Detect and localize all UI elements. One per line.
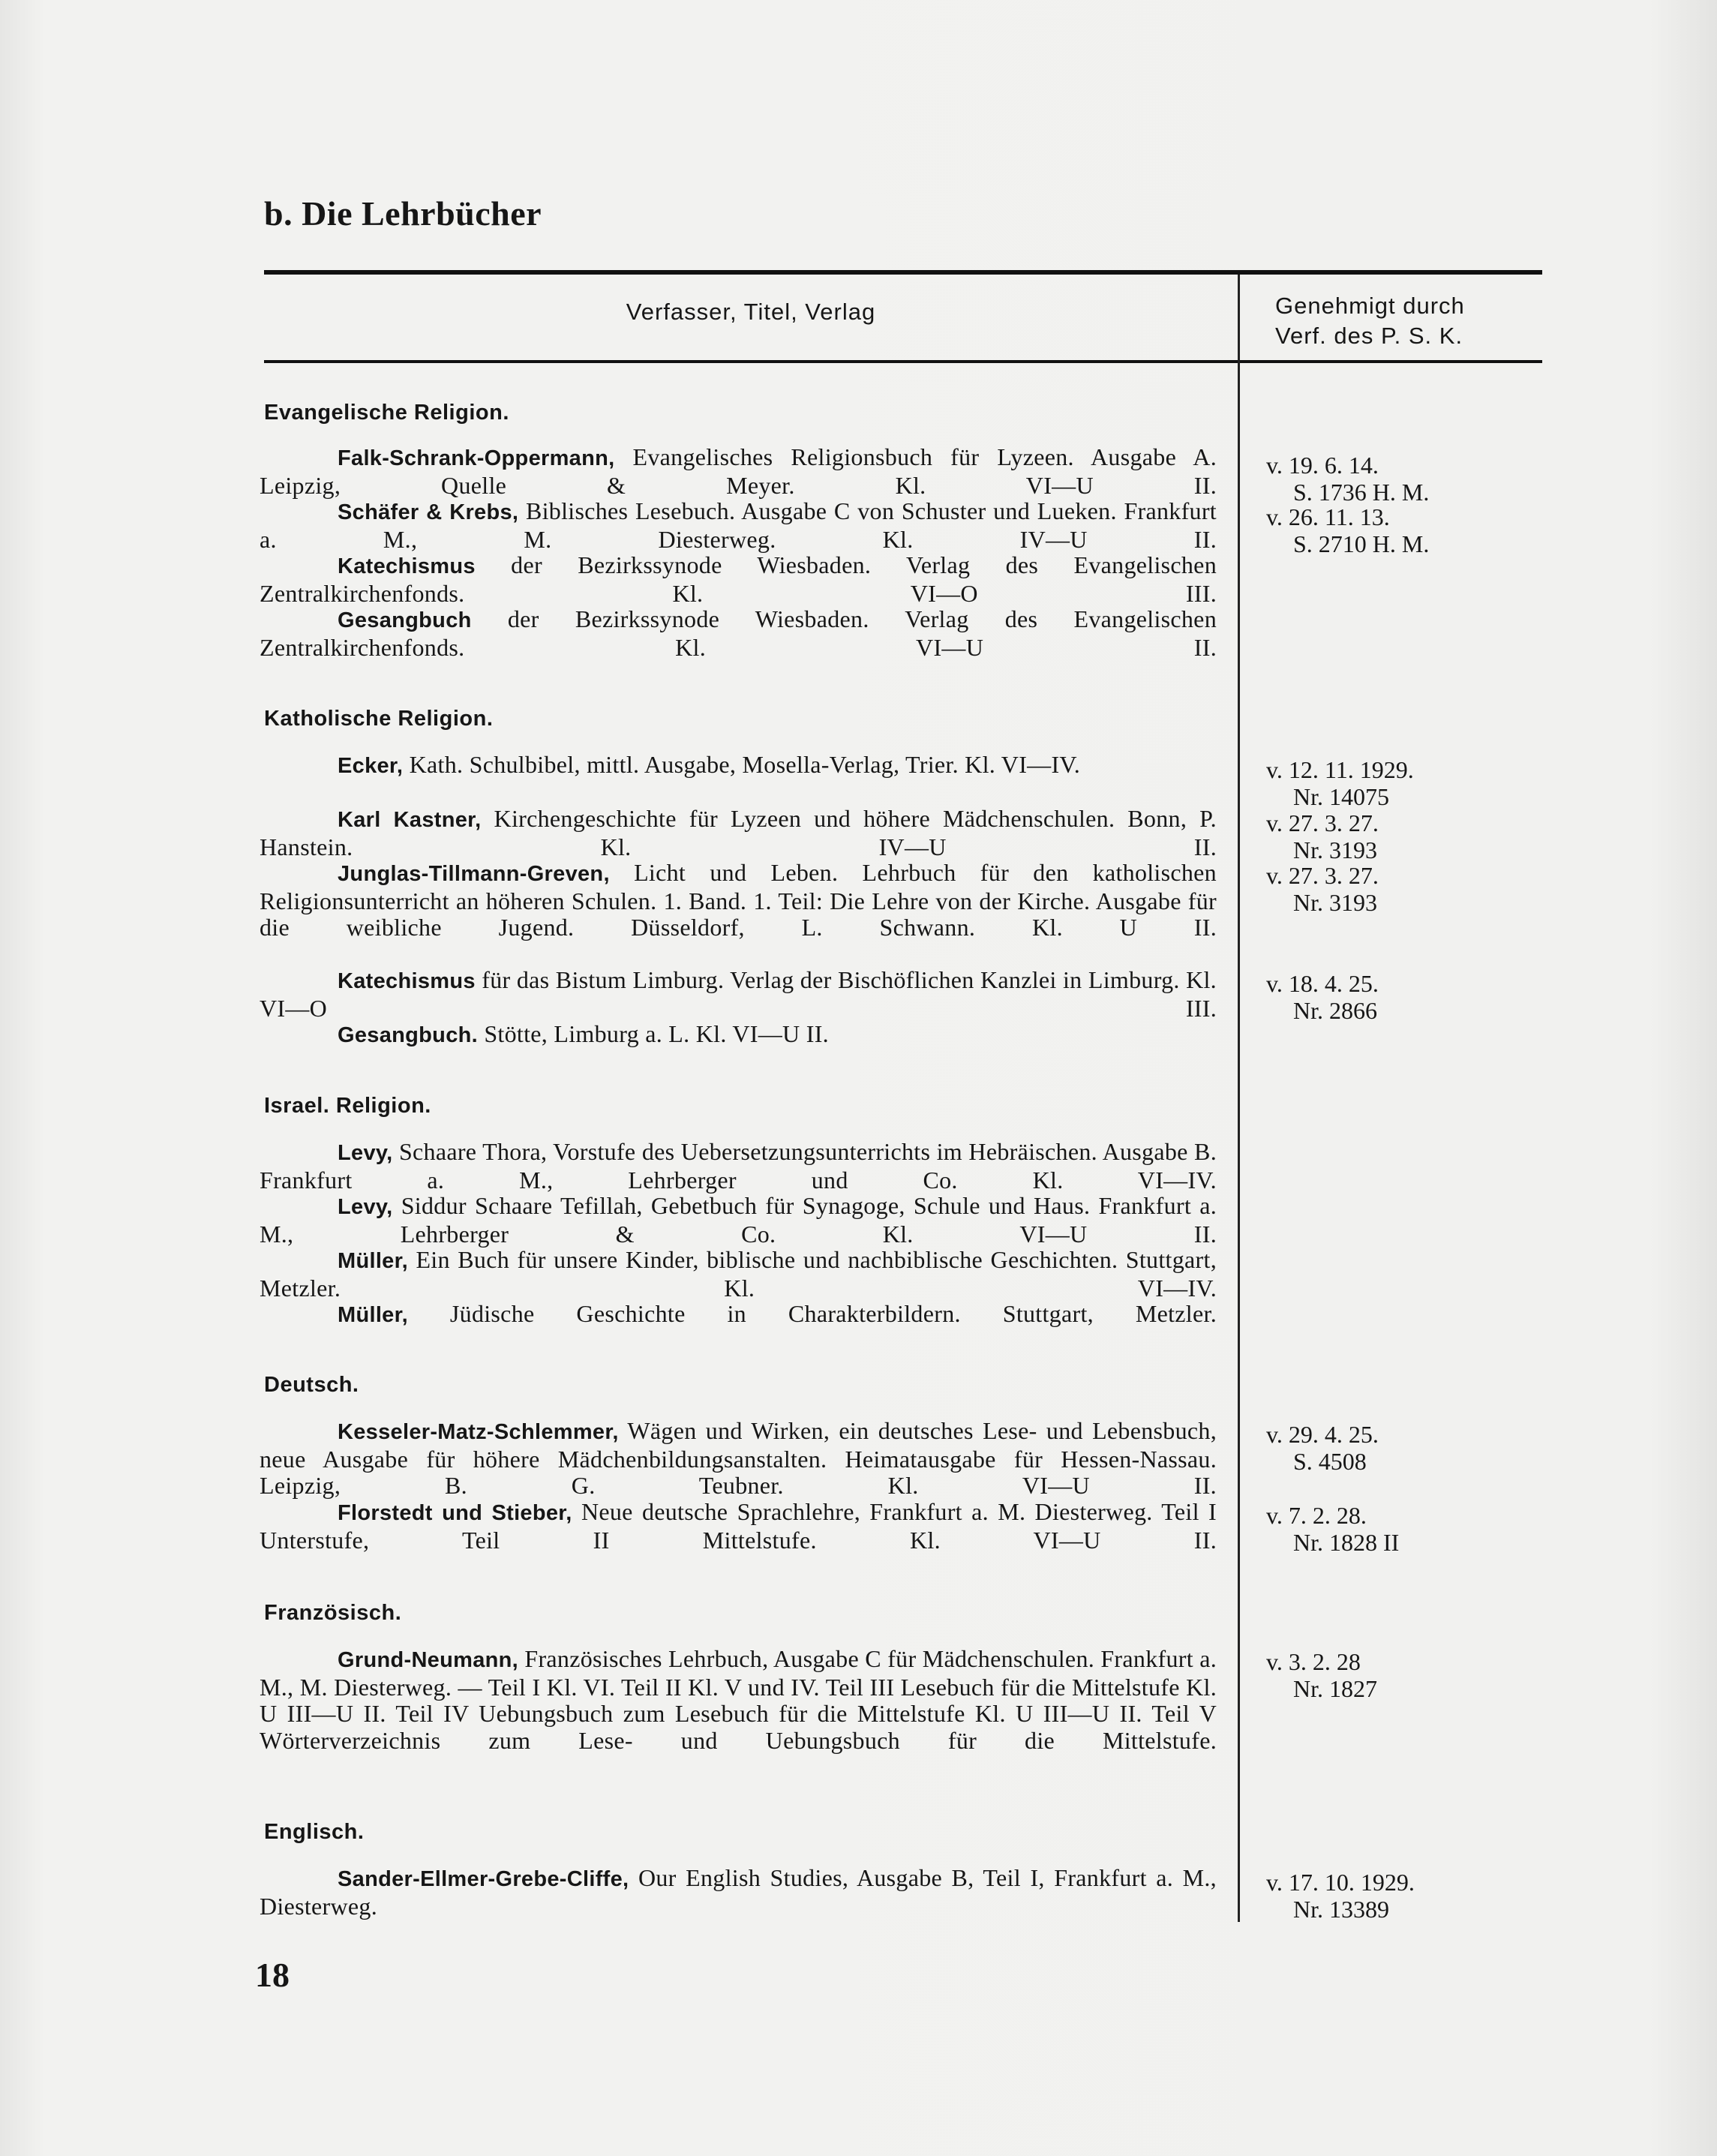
approval-reference: Nr. 3193 — [1293, 888, 1377, 916]
approval-date: v. 27. 3. 27. — [1266, 862, 1379, 889]
book-entry — [260, 498, 1217, 553]
entry-author: Schäfer & Krebs, — [338, 500, 519, 524]
approval-note — [1266, 810, 1536, 863]
entry-text: Wägen und Wirken, ein deutsches Lese- und Lebensbuch, neue Ausgabe für höhere Mädchenbildungsanstalten. Heimatausgabe für Hessen-Nassau. Leipzig, B. G. Teubner. Kl. VI—U II. — [260, 1417, 1217, 1499]
entry-text: Schaare Thora, Vorstufe des Uebersetzungsunterrichts im Hebräischen. Ausgabe B. Frankfurt a. M., Lehrberger und Co. Kl. VI—IV. — [260, 1138, 1217, 1194]
entry-text: Ein Buch für unsere Kinder, biblische und nachbiblische Geschichten. Stuttgart, Metzler. Kl. VI—IV. — [260, 1246, 1217, 1302]
entry-text: Neue deutsche Sprachlehre, Frankfurt a. M. Diesterweg. Teil I Unterstufe, Teil II Mittelstufe. Kl. VI—U II. — [260, 1498, 1217, 1554]
entry-author: Müller, — [338, 1249, 408, 1273]
book-entry — [260, 606, 1217, 661]
book-entry — [260, 1021, 1217, 1049]
column-header-approval-line1: Genehmigt durch — [1275, 293, 1465, 319]
entry-author: Levy, — [338, 1141, 393, 1165]
section-heading-franzoesisch: Französisch. — [264, 1601, 402, 1625]
approval-date: v. 27. 3. 27. — [1266, 809, 1379, 836]
entry-author: Falk-Schrank-Oppermann, — [338, 446, 615, 470]
approval-note — [1266, 504, 1536, 557]
book-entry — [260, 806, 1217, 860]
book-entry — [260, 1646, 1217, 1754]
section-heading-deutsch: Deutsch. — [264, 1373, 359, 1397]
entry-text: Kirchengeschichte für Lyzeen und höhere Mädchenschulen. Bonn, P. Hanstein. Kl. IV—U II. — [260, 805, 1217, 860]
book-entry — [260, 444, 1217, 499]
book-entry — [260, 1247, 1217, 1302]
section-heading-englisch: Englisch. — [264, 1820, 365, 1844]
approval-date: v. 17. 10. 1929. — [1266, 1869, 1415, 1896]
approval-reference: S. 2710 H. M. — [1293, 530, 1430, 557]
entry-author: Katechismus — [338, 554, 476, 578]
approval-date: v. 7. 2. 28. — [1266, 1502, 1367, 1529]
book-entry — [260, 552, 1217, 607]
entry-author: Florstedt und Stieber, — [338, 1501, 572, 1525]
column-header-approval — [1275, 291, 1530, 351]
entry-author: Gesangbuch. — [338, 1023, 478, 1047]
approval-date: v. 29. 4. 25. — [1266, 1421, 1379, 1448]
approval-note — [1266, 971, 1536, 1024]
table-header-rule — [264, 360, 1542, 363]
approval-note — [1266, 1869, 1536, 1923]
entry-author: Müller, — [338, 1303, 408, 1327]
entry-text: der Bezirkssynode Wiesbaden. Verlag des Evangelischen Zentralkirchenfonds. Kl. VI—U II. — [260, 605, 1217, 661]
book-entry — [260, 1193, 1217, 1248]
approval-note — [1266, 452, 1536, 506]
approval-note — [1266, 1503, 1536, 1556]
approval-note — [1266, 1649, 1536, 1702]
approval-reference: Nr. 13389 — [1293, 1895, 1389, 1923]
entry-author: Grund-Neumann, — [338, 1648, 519, 1672]
entry-author: Katechismus — [338, 969, 476, 993]
book-entry — [260, 1139, 1217, 1194]
approval-reference: Nr. 3193 — [1293, 836, 1377, 863]
table-top-rule — [264, 270, 1542, 275]
page-title: b. Die Lehrbücher — [264, 194, 542, 233]
entry-author: Sander-Ellmer-Grebe-Cliffe, — [338, 1867, 629, 1891]
book-entry — [260, 860, 1217, 941]
approval-reference: S. 4508 — [1293, 1447, 1367, 1475]
entry-author: Gesangbuch — [338, 608, 472, 632]
section-heading-evangelisch: Evangelische Religion. — [264, 401, 509, 425]
approval-reference: Nr. 1828 II — [1293, 1528, 1400, 1556]
approval-note — [1266, 757, 1536, 810]
approval-date: v. 18. 4. 25. — [1266, 970, 1379, 997]
approval-date: v. 3. 2. 28 — [1266, 1648, 1361, 1675]
approval-note — [1266, 863, 1536, 916]
column-header-author-title: Verfasser, Titel, Verlag — [626, 299, 876, 325]
approval-date: v. 26. 11. 13. — [1266, 503, 1390, 530]
book-entry — [260, 1865, 1217, 1920]
entry-author: Karl Kastner, — [338, 808, 482, 832]
book-entry — [260, 1499, 1217, 1554]
approval-note — [1266, 1422, 1536, 1475]
approval-reference: Nr. 2866 — [1293, 996, 1377, 1024]
entry-text: Jüdische Geschichte in Charakterbildern. Stuttgart, Metzler. — [449, 1300, 1217, 1327]
entry-text: Französisches Lehrbuch, Ausgabe C für Mädchenschulen. Frankfurt a. M., M. Diesterweg. — Teil I Kl. VI. Teil II Kl. V und IV. Teil III Lesebuch für die Mittelstufe Kl. U III—U II. Teil IV Uebungsbuch zum Lesebuch für die Mittelstufe Kl. U III—U II. Teil V Wörterverzeichnis zum Lese- und Uebungsbuch für die Mittelstufe. — [260, 1645, 1217, 1754]
book-entry — [260, 752, 1217, 780]
entry-text: Evangelisches Religionsbuch für Lyzeen. Ausgabe A. Leipzig, Quelle & Meyer. Kl. VI—U II. — [260, 443, 1217, 499]
entry-text: Our English Studies, Ausgabe B, Teil I, Frankfurt a. M., Diesterweg. — [260, 1864, 1217, 1920]
column-header-approval-line2: Verf. des P. S. K. — [1275, 323, 1463, 349]
page-number: 18 — [255, 1956, 290, 1994]
entry-text: Siddur Schaare Tefillah, Gebetbuch für Synagoge, Schule und Haus. Frankfurt a. M., Lehrberger & Co. Kl. VI—U II. — [260, 1192, 1217, 1248]
approval-reference: S. 1736 H. M. — [1293, 478, 1430, 506]
entry-author: Kesseler-Matz-Schlemmer, — [338, 1420, 619, 1444]
approval-reference: Nr. 14075 — [1293, 782, 1389, 810]
entry-text: Biblisches Lesebuch. Ausgabe C von Schuster und Lueken. Frankfurt a. M., M. Diesterweg. Kl. IV—U II. — [260, 497, 1217, 553]
entry-text: Stötte, Limburg a. L. Kl. VI—U II. — [484, 1020, 829, 1047]
entry-author: Ecker, — [338, 754, 404, 778]
book-entry — [260, 1301, 1217, 1329]
entry-text: Kath. Schulbibel, mittl. Ausgabe, Mosella-Verlag, Trier. Kl. VI—IV. — [409, 751, 1081, 778]
approval-reference: Nr. 1827 — [1293, 1674, 1377, 1702]
book-entry — [260, 1418, 1217, 1500]
entry-author: Junglas-Tillmann-Greven, — [338, 862, 610, 886]
entry-author: Levy, — [338, 1195, 393, 1219]
book-entry — [260, 967, 1217, 1022]
column-divider — [1238, 275, 1240, 1922]
section-heading-israel: Israel. Religion. — [264, 1094, 431, 1118]
section-heading-katholisch: Katholische Religion. — [264, 707, 494, 731]
approval-date: v. 19. 6. 14. — [1266, 452, 1379, 479]
entry-text: für das Bistum Limburg. Verlag der Bischöflichen Kanzlei in Limburg. Kl. VI—O III. — [260, 966, 1217, 1022]
entry-text: der Bezirkssynode Wiesbaden. Verlag des Evangelischen Zentralkirchenfonds. Kl. VI—O III. — [260, 551, 1217, 607]
entry-text: Licht und Leben. Lehrbuch für den katholischen Religionsunterricht an höheren Schulen. 1. Band. 1. Teil: Die Lehre von der Kirche. Ausgabe für die weibliche Jugend. Düsseldorf, L. Schwann. Kl. U II. — [260, 859, 1217, 941]
approval-date: v. 12. 11. 1929. — [1266, 756, 1414, 783]
